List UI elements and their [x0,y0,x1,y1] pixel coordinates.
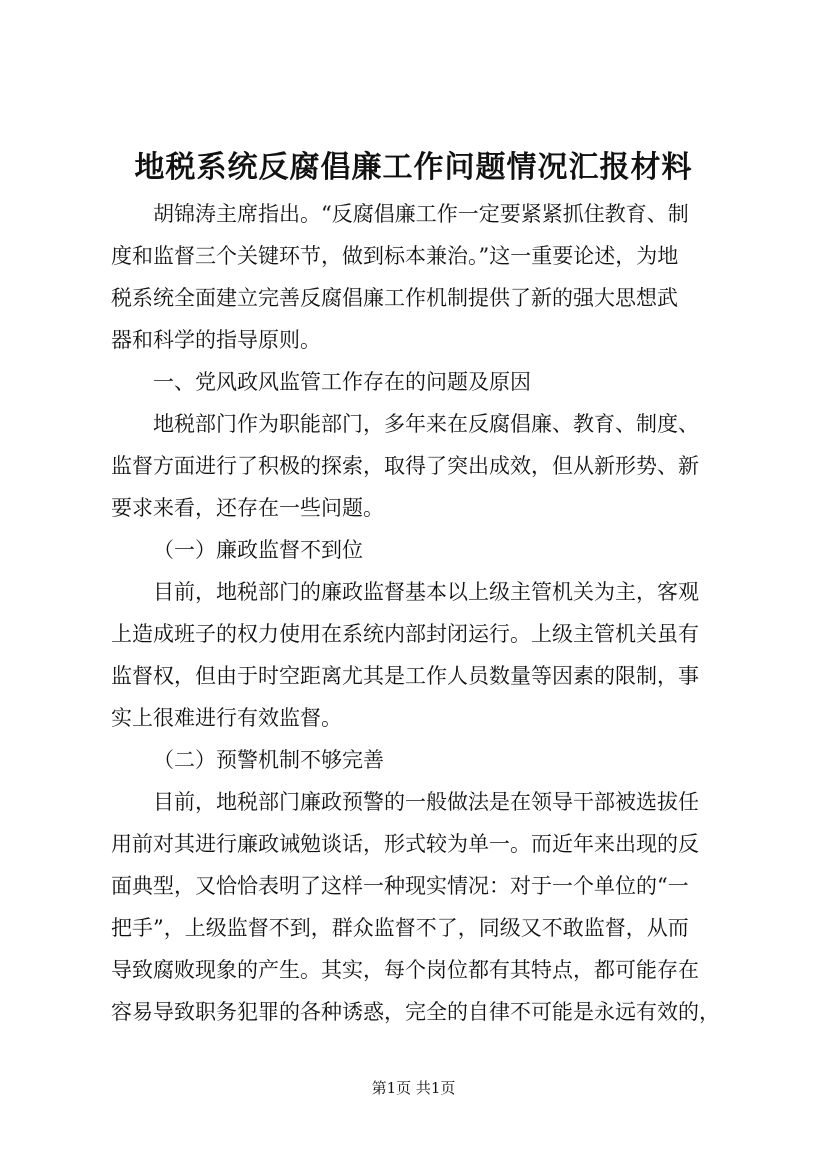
paragraph-line: 地税部门作为职能部门，多年来在反腐倡廉、教育、制度、 [153,412,699,436]
paragraph-line: 面典型，又恰恰表明了这样一种现实情况：对于一个单位的“一 [111,874,689,898]
paragraph-line: 税系统全面建立完善反腐倡廉工作机制提供了新的强大思想武 [111,286,678,310]
paragraph-line: 把手”，上级监督不到，群众监督不了，同级又不敢监督，从而 [111,916,689,940]
paragraph-line: 监督方面进行了积极的探索，取得了突出成效，但从新形势、新 [111,454,699,478]
paragraph-line: 上造成班子的权力使用在系统内部封闭运行。上级主管机关虽有 [111,622,699,646]
section-heading: 一、党风政风监管工作存在的问题及原因 [153,370,531,394]
page-number-footer: 第1页 共1页 [371,1079,456,1097]
paragraph-line: 目前，地税部门廉政预警的一般做法是在领导干部被选拔任 [153,790,699,814]
paragraph-line: 要求来看，还存在一些问题。 [111,496,384,520]
paragraph-line: 实上很难进行有效监督。 [111,706,342,730]
paragraph-line: 导致腐败现象的产生。其实，每个岗位都有其特点，都可能存在 [111,958,699,982]
subsection-heading: （二）预警机制不够完善 [153,748,384,772]
paragraph-line: 度和监督三个关键环节，做到标本兼治。”这一重要论述，为地 [111,244,679,268]
paragraph-line: 目前，地税部门的廉政监督基本以上级主管机关为主，客观 [153,580,699,604]
paragraph-line: 容易导致职务犯罪的各种诱惑，完全的自律不可能是永远有效的， [111,1000,720,1024]
paragraph-line: 器和科学的指导原则。 [111,328,321,352]
subsection-heading: （一）廉政监督不到位 [153,538,363,562]
document-title: 地税系统反腐倡廉工作问题情况汇报材料 [134,150,693,185]
paragraph-line: 胡锦涛主席指出。“反腐倡廉工作一定要紧紧抓住教育、制 [153,202,689,226]
paragraph-line: 监督权，但由于时空距离尤其是工作人员数量等因素的限制，事 [111,664,699,688]
paragraph-line: 用前对其进行廉政诫勉谈话，形式较为单一。而近年来出现的反 [111,832,699,856]
